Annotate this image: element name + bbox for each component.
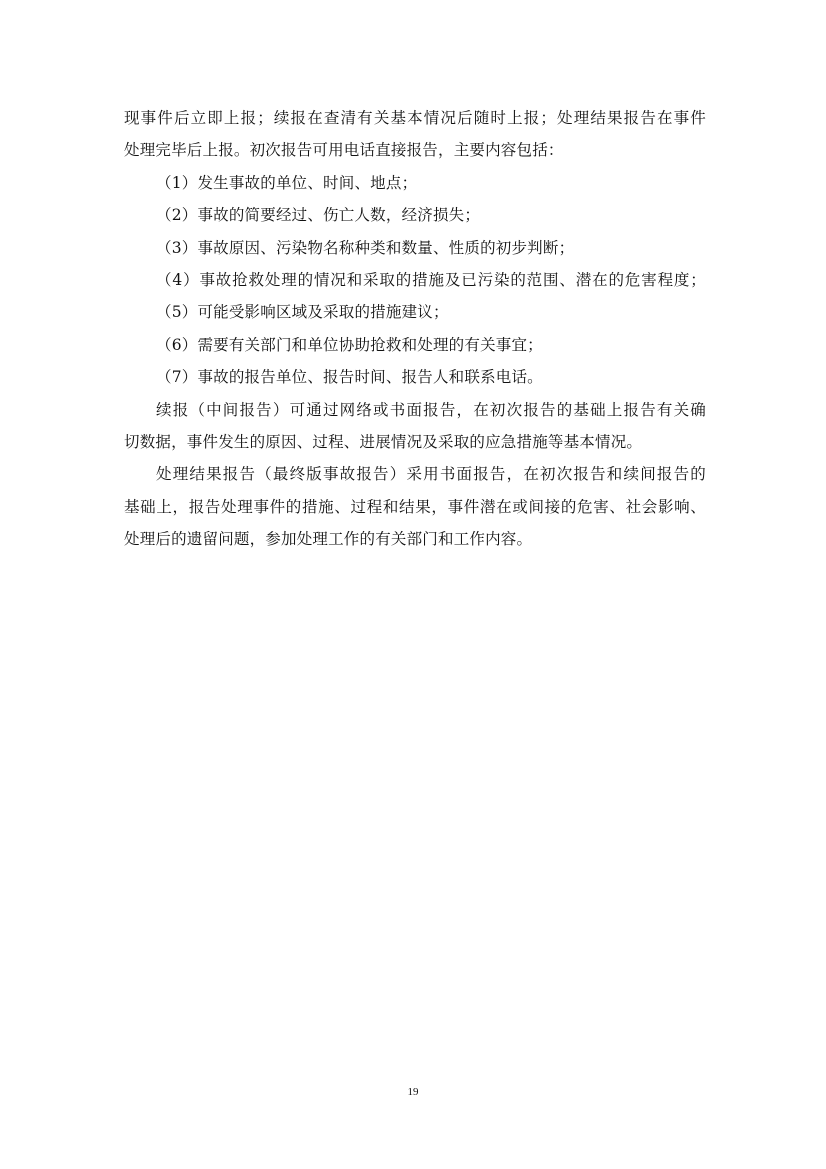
list-item-1 [124, 167, 706, 199]
text-line: （6）需要有关部门和单位协助抢救和处理的有关事宜； [156, 335, 543, 354]
text-line: 切数据，事件发生的原因、过程、进展情况及采取的应急措施等基本情况。 [124, 432, 643, 451]
text-line: （3）事故原因、污染物名称种类和数量、性质的初步判断； [156, 238, 575, 257]
text-line: 处理完毕后上报。初次报告可用电话直接报告，主要内容包括： [124, 141, 564, 160]
text-line: （1）发生事故的单位、时间、地点； [156, 173, 418, 192]
text-line: （2）事故的简要经过、伤亡人数，经济损失； [156, 206, 481, 225]
text-line: （7）事故的报告单位、报告时间、报告人和联系电话。 [156, 368, 543, 387]
text-line: 处理结果报告（最终版事故报告）采用书面报告，在初次报告和续间报告的 [156, 465, 706, 484]
text-line: 基础上，报告处理事件的措施、过程和结果，事件潜在或间接的危害、社会影响、 [124, 497, 706, 516]
list-item-6 [124, 329, 706, 361]
text-line: 处理后的遗留问题，参加处理工作的有关部门和工作内容。 [124, 530, 533, 549]
document-body [124, 102, 706, 555]
text-line: （4）事故抢救处理的情况和采取的措施及已污染的范围、潜在的危害程度； [156, 270, 706, 289]
text-line: 现事件后立即上报；续报在查清有关基本情况后随时上报；处理结果报告在事件 [124, 109, 706, 127]
paragraph-interim-report [124, 394, 706, 459]
list-item-3 [124, 232, 706, 264]
list-item-4 [124, 264, 706, 296]
paragraph-final-report [124, 458, 706, 555]
page-number: 19 [407, 1086, 419, 1098]
list-item-2 [124, 199, 706, 231]
paragraph-report-timing [124, 102, 706, 167]
text-line: 续报（中间报告）可通过网络或书面报告，在初次报告的基础上报告有关确 [156, 400, 706, 419]
list-item-5 [124, 296, 706, 328]
text-line: （5）可能受影响区域及采取的措施建议； [156, 303, 449, 322]
list-item-7 [124, 361, 706, 393]
